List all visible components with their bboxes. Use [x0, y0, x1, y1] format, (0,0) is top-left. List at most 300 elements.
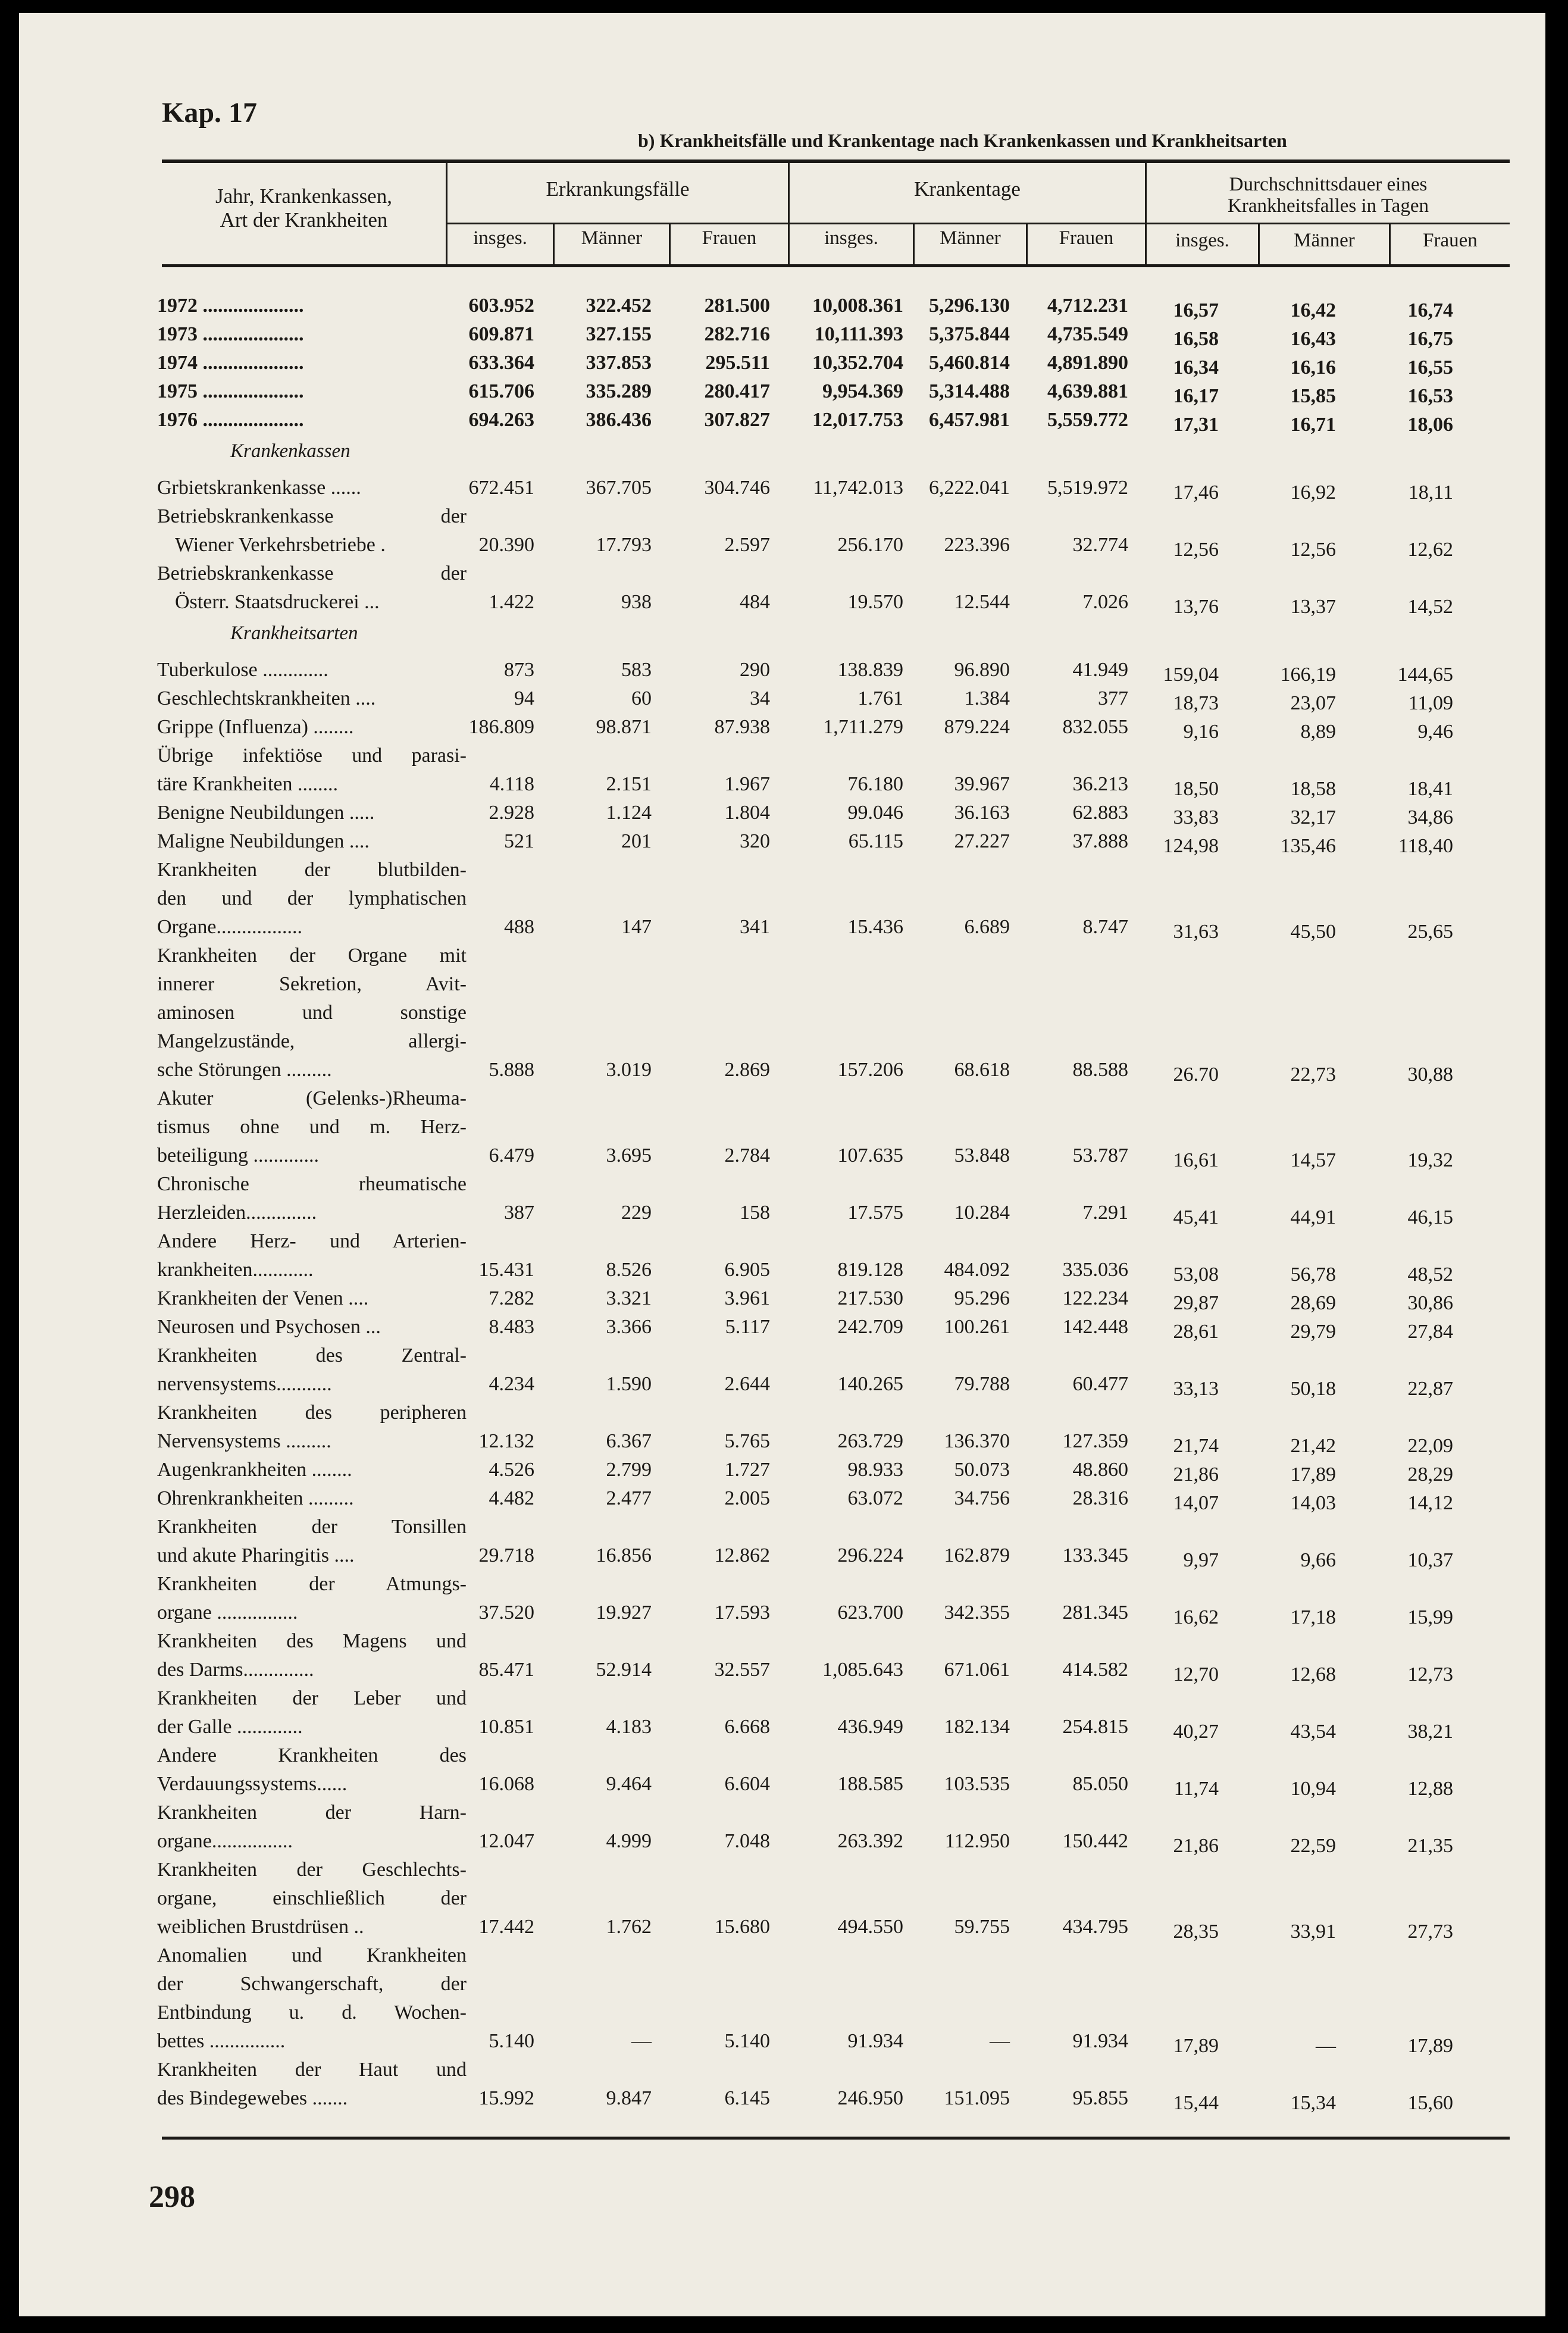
- row-label-line: Neurosen und Psychosen ...: [157, 1316, 381, 1338]
- cell-value: 144,65: [1397, 664, 1453, 686]
- cell-value: 11,742.013: [813, 477, 903, 499]
- cell-value: 10,352.704: [812, 352, 903, 374]
- cell-value: 18,41: [1407, 778, 1453, 800]
- cell-value: 15,85: [1290, 385, 1336, 407]
- cell-value: 1.727: [724, 1459, 770, 1481]
- cell-value: 10.851: [478, 1716, 534, 1738]
- cell-value: 5,375.844: [929, 323, 1010, 345]
- cell-value: 17,89: [1290, 1463, 1336, 1486]
- cell-value: 4.183: [606, 1716, 652, 1738]
- cell-value: 85.471: [478, 1659, 534, 1681]
- cell-value: 22,73: [1290, 1064, 1336, 1086]
- cell-value: 290: [740, 659, 770, 681]
- cell-value: 63.072: [847, 1487, 903, 1509]
- cell-value: 147: [621, 916, 652, 938]
- row-label-line: Betriebskrankenkasse der: [157, 562, 467, 584]
- row-label-line: Benigne Neubildungen .....: [157, 802, 375, 824]
- cell-value: 5.888: [489, 1059, 534, 1081]
- cell-value: 17.575: [847, 1202, 903, 1224]
- cell-value: 52.914: [596, 1659, 652, 1681]
- cell-value: 304.746: [704, 477, 770, 499]
- cell-value: 95.855: [1072, 2087, 1128, 2109]
- cell-value: 62.883: [1072, 802, 1128, 824]
- cell-value: 10,37: [1407, 1549, 1453, 1571]
- cell-value: 3.366: [606, 1316, 652, 1338]
- cell-value: 9,46: [1417, 721, 1453, 743]
- cell-value: 37.520: [478, 1602, 534, 1624]
- row-label-line: Nervensystems .........: [157, 1430, 331, 1452]
- cell-value: 21,35: [1407, 1835, 1453, 1857]
- cell-value: 136.370: [944, 1430, 1010, 1452]
- row-label-line: und akute Pharingitis ....: [157, 1544, 355, 1566]
- cell-value: 832.055: [1062, 716, 1128, 738]
- cell-value: 8.747: [1082, 916, 1128, 938]
- cell-value: 23,07: [1290, 692, 1336, 714]
- row-label-line: bettes ...............: [157, 2030, 286, 2052]
- cell-value: 873: [504, 659, 534, 681]
- cell-value: 29,87: [1173, 1292, 1219, 1314]
- cell-value: 7.282: [489, 1287, 534, 1309]
- row-label-line: sche Störungen .........: [157, 1059, 332, 1081]
- cell-value: 12,017.753: [812, 409, 903, 431]
- cell-value: 12,56: [1173, 539, 1219, 561]
- cell-value: 85.050: [1072, 1773, 1128, 1795]
- cell-value: 494.550: [837, 1916, 903, 1938]
- cell-value: —: [990, 2030, 1010, 2052]
- cell-value: 10.284: [954, 1202, 1010, 1224]
- cell-value: 1.422: [489, 591, 534, 613]
- row-label-line: innerer Sekretion, Avit-: [157, 973, 467, 995]
- cell-value: 7.026: [1082, 591, 1128, 613]
- cell-value: 1,085.643: [822, 1659, 903, 1681]
- row-label-line: Betriebskrankenkasse der: [157, 505, 467, 527]
- cell-value: 34: [750, 687, 770, 709]
- subheader-insges: insges.: [473, 227, 527, 249]
- table-top-rule: [162, 160, 1510, 163]
- cell-value: 30,86: [1407, 1292, 1453, 1314]
- cell-value: 16,55: [1407, 356, 1453, 379]
- cell-value: 322.452: [586, 295, 652, 317]
- cell-value: 335.289: [586, 380, 652, 402]
- cell-value: 12.544: [954, 591, 1010, 613]
- row-label-line: der Schwangerschaft, der: [157, 1973, 467, 1995]
- cell-value: 5,460.814: [929, 352, 1010, 374]
- cell-value: 9,66: [1300, 1549, 1336, 1571]
- cell-value: 95.296: [954, 1287, 1010, 1309]
- cell-value: 5.117: [725, 1316, 770, 1338]
- cell-value: 14,57: [1290, 1149, 1336, 1171]
- cell-value: 22,87: [1407, 1378, 1453, 1400]
- row-label-line: den und der lymphatischen: [157, 887, 467, 909]
- cell-value: 307.827: [704, 409, 770, 431]
- section-heading: Krankheitsarten: [230, 623, 358, 644]
- cell-value: 41.949: [1072, 659, 1128, 681]
- row-label-line: aminosen und sonstige: [157, 1002, 467, 1024]
- cell-value: 488: [504, 916, 534, 938]
- cell-value: 229: [621, 1202, 652, 1224]
- cell-value: 10,008.361: [812, 295, 903, 317]
- header-group-rule: [447, 223, 1510, 224]
- cell-value: 938: [621, 591, 652, 613]
- cell-value: 16,74: [1407, 299, 1453, 321]
- cell-value: 1.590: [606, 1373, 652, 1395]
- cell-value: 60: [631, 687, 652, 709]
- cell-value: 623.700: [837, 1602, 903, 1624]
- cell-value: 133.345: [1062, 1544, 1128, 1566]
- cell-value: 2.644: [724, 1373, 770, 1395]
- cell-value: 99.046: [847, 802, 903, 824]
- cell-value: 48.860: [1072, 1459, 1128, 1481]
- cell-value: 201: [621, 830, 652, 852]
- cell-value: 27,84: [1407, 1321, 1453, 1343]
- row-label-line: Chronische rheumatische: [157, 1173, 467, 1195]
- row-label-line: Krankheiten der Harn-: [157, 1802, 467, 1824]
- cell-value: 6.367: [606, 1430, 652, 1452]
- cell-value: 3.321: [606, 1287, 652, 1309]
- row-label-line: beteiligung .............: [157, 1144, 319, 1166]
- cell-value: 17,18: [1290, 1606, 1336, 1628]
- cell-value: 20.390: [478, 534, 534, 556]
- cell-value: 21,74: [1173, 1435, 1219, 1457]
- cell-value: 21,42: [1290, 1435, 1336, 1457]
- subheader-maenner: Männer: [1294, 230, 1355, 251]
- cell-value: 22,59: [1290, 1835, 1336, 1857]
- cell-value: 1.804: [724, 802, 770, 824]
- cell-value: 16,43: [1290, 328, 1336, 350]
- row-label-line: 1972 ....................: [157, 295, 304, 317]
- cell-value: 17,89: [1173, 2035, 1219, 2057]
- row-label-line: Andere Herz- und Arterien-: [157, 1230, 467, 1252]
- cell-value: 671.061: [944, 1659, 1010, 1681]
- row-label-line: Krankheiten des Zentral-: [157, 1344, 467, 1366]
- cell-value: 12,68: [1290, 1663, 1336, 1685]
- cell-value: 4.118: [489, 773, 534, 795]
- cell-value: 4.999: [606, 1830, 652, 1852]
- cell-value: 22,09: [1407, 1435, 1453, 1457]
- cell-value: 13,37: [1290, 596, 1336, 618]
- row-label-line: Anomalien und Krankheiten: [157, 1944, 467, 1966]
- cell-value: 633.364: [468, 352, 534, 374]
- cell-value: 6.145: [724, 2087, 770, 2109]
- cell-value: 9,97: [1183, 1549, 1219, 1571]
- cell-value: 16,75: [1407, 328, 1453, 350]
- row-label-line: Krankheiten der Geschlechts-: [157, 1859, 467, 1881]
- cell-value: 484.092: [944, 1259, 1010, 1281]
- cell-value: 12,62: [1407, 539, 1453, 561]
- cell-value: 48,52: [1407, 1264, 1453, 1286]
- cell-value: 32.774: [1072, 534, 1128, 556]
- row-label-line: krankheiten............: [157, 1259, 314, 1281]
- cell-value: 14,07: [1173, 1492, 1219, 1514]
- cell-value: 140.265: [837, 1373, 903, 1395]
- page-number: 298: [149, 2180, 195, 2214]
- cell-value: 159,04: [1163, 664, 1219, 686]
- cell-value: 33,83: [1173, 806, 1219, 828]
- cell-value: 19.570: [847, 591, 903, 613]
- cell-value: 59.755: [954, 1916, 1010, 1938]
- row-label-line: 1974 ....................: [157, 352, 304, 374]
- cell-value: 263.729: [837, 1430, 903, 1452]
- row-label-line: Augenkrankheiten ........: [157, 1459, 352, 1481]
- cell-value: 17,46: [1173, 481, 1219, 503]
- cell-value: 242.709: [837, 1316, 903, 1338]
- cell-value: 12.862: [714, 1544, 770, 1566]
- cell-value: 38,21: [1407, 1721, 1453, 1743]
- cell-value: 4.526: [489, 1459, 534, 1481]
- cell-value: 3.019: [606, 1059, 652, 1081]
- row-label-line: tismus ohne und m. Herz-: [157, 1116, 467, 1138]
- cell-value: 36.163: [954, 802, 1010, 824]
- cell-value: 254.815: [1062, 1716, 1128, 1738]
- cell-value: 16.068: [478, 1773, 534, 1795]
- cell-value: 94: [514, 687, 534, 709]
- cell-value: 17,89: [1407, 2035, 1453, 2057]
- group-header-durchschnittsdauer: Durchschnittsdauer eines Krankheitsfalles in Tagen: [1228, 174, 1429, 217]
- cell-value: 32.557: [714, 1659, 770, 1681]
- row-label-line: Maligne Neubildungen ....: [157, 830, 370, 852]
- cell-value: 16.856: [596, 1544, 652, 1566]
- cell-value: 29,79: [1290, 1321, 1336, 1343]
- cell-value: 609.871: [468, 323, 534, 345]
- cell-value: 819.128: [837, 1259, 903, 1281]
- cell-value: 40,27: [1173, 1721, 1219, 1743]
- cell-value: 14,52: [1407, 596, 1453, 618]
- cell-value: 2.869: [724, 1059, 770, 1081]
- cell-value: 256.170: [837, 534, 903, 556]
- row-label-line: nervensystems...........: [157, 1373, 332, 1395]
- cell-value: 367.705: [586, 477, 652, 499]
- cell-value: 246.950: [837, 2087, 903, 2109]
- cell-value: 96.890: [954, 659, 1010, 681]
- group-header-krankentage: Krankentage: [914, 177, 1021, 201]
- cell-value: 5.765: [724, 1430, 770, 1452]
- row-label-line: Krankheiten des Magens und: [157, 1630, 467, 1652]
- subheader-maenner: Männer: [940, 227, 1001, 249]
- cell-value: 18,73: [1173, 692, 1219, 714]
- cell-value: 1.762: [606, 1916, 652, 1938]
- cell-value: 28,29: [1407, 1463, 1453, 1486]
- cell-value: 27,73: [1407, 1921, 1453, 1943]
- cell-value: 28,61: [1173, 1321, 1219, 1343]
- row-label-line: Übrige infektiöse und parasi-: [157, 745, 467, 767]
- cell-value: 3.695: [606, 1144, 652, 1166]
- row-label-line: Grbietskrankenkasse ......: [157, 477, 361, 499]
- cell-value: 15,99: [1407, 1606, 1453, 1628]
- cell-value: 15.680: [714, 1916, 770, 1938]
- cell-value: 15,34: [1290, 2092, 1336, 2114]
- cell-value: 45,50: [1290, 921, 1336, 943]
- cell-value: 112.950: [944, 1830, 1010, 1852]
- cell-value: 26.70: [1173, 1064, 1219, 1086]
- cell-value: 8,89: [1300, 721, 1336, 743]
- cell-value: 1.967: [724, 773, 770, 795]
- cell-value: 1.384: [964, 687, 1010, 709]
- cell-value: 50,18: [1290, 1378, 1336, 1400]
- cell-value: 7.048: [724, 1830, 770, 1852]
- cell-value: 16,53: [1407, 385, 1453, 407]
- cell-value: 386.436: [586, 409, 652, 431]
- cell-value: 100.261: [944, 1316, 1010, 1338]
- cell-value: 12.047: [478, 1830, 534, 1852]
- cell-value: 583: [621, 659, 652, 681]
- cell-value: 150.442: [1062, 1830, 1128, 1852]
- cell-value: 46,15: [1407, 1206, 1453, 1228]
- cell-value: 65.115: [848, 830, 903, 852]
- cell-value: 6.905: [724, 1259, 770, 1281]
- cell-value: 280.417: [704, 380, 770, 402]
- cell-value: 53,08: [1173, 1264, 1219, 1286]
- cell-value: 43,54: [1290, 1721, 1336, 1743]
- cell-value: 151.095: [944, 2087, 1010, 2109]
- cell-value: 4,735.549: [1047, 323, 1128, 345]
- cell-value: 18,50: [1173, 778, 1219, 800]
- cell-value: 188.585: [837, 1773, 903, 1795]
- cell-value: 14,12: [1407, 1492, 1453, 1514]
- header-bottom-rule: [162, 264, 1510, 267]
- cell-value: 157.206: [837, 1059, 903, 1081]
- row-label-line: Akuter (Gelenks-)Rheuma-: [157, 1087, 467, 1109]
- cell-value: 281.500: [704, 295, 770, 317]
- cell-value: 6.689: [964, 916, 1010, 938]
- cell-value: 377: [1098, 687, 1128, 709]
- cell-value: 32,17: [1290, 806, 1336, 828]
- row-label-line: Tuberkulose .............: [157, 659, 328, 681]
- cell-value: 6,457.981: [929, 409, 1010, 431]
- cell-value: 13,76: [1173, 596, 1219, 618]
- cell-value: 45,41: [1173, 1206, 1219, 1228]
- cell-value: 414.582: [1062, 1659, 1128, 1681]
- row-label-line: Mangelzustände, allergi-: [157, 1030, 467, 1052]
- cell-value: 88.588: [1072, 1059, 1128, 1081]
- cell-value: —: [631, 2030, 652, 2052]
- section-heading: Krankenkassen: [230, 440, 350, 462]
- cell-value: 16,34: [1173, 356, 1219, 379]
- cell-value: 342.355: [944, 1602, 1010, 1624]
- table-subtitle: b) Krankheitsfälle und Krankentage nach Krankenkassen und Krankheitsarten: [638, 130, 1287, 151]
- cell-value: 5,314.488: [929, 380, 1010, 402]
- cell-value: 19,32: [1407, 1149, 1453, 1171]
- cell-value: 135,46: [1280, 835, 1336, 857]
- cell-value: 91.934: [1072, 2030, 1128, 2052]
- cell-value: 17,31: [1173, 414, 1219, 436]
- cell-value: 127.359: [1062, 1430, 1128, 1452]
- row-label-line: Krankheiten der Venen ....: [157, 1287, 369, 1309]
- row-label-line: des Bindegewebes .......: [157, 2087, 348, 2109]
- cell-value: 186.809: [468, 716, 534, 738]
- row-label-line: 1975 ....................: [157, 380, 304, 402]
- cell-value: 16,71: [1290, 414, 1336, 436]
- row-label-line: Krankheiten der Haut und: [157, 2059, 467, 2081]
- cell-value: 217.530: [837, 1287, 903, 1309]
- row-label-line: organe ................: [157, 1602, 298, 1624]
- subheader-maenner: Männer: [581, 227, 643, 249]
- cell-value: 39.967: [954, 773, 1010, 795]
- cell-value: 21,86: [1173, 1463, 1219, 1486]
- cell-value: 484: [740, 591, 770, 613]
- cell-value: 15.436: [847, 916, 903, 938]
- cell-value: 436.949: [837, 1716, 903, 1738]
- row-label-line: Herzleiden..............: [157, 1202, 317, 1224]
- cell-value: 879.224: [944, 716, 1010, 738]
- group-header-erkrankungsfaelle: Erkrankungsfälle: [546, 177, 690, 201]
- cell-value: 33,91: [1290, 1921, 1336, 1943]
- cell-value: 9,16: [1183, 721, 1219, 743]
- cell-value: 295.511: [705, 352, 770, 374]
- cell-value: 87.938: [714, 716, 770, 738]
- cell-value: 53.787: [1072, 1144, 1128, 1166]
- subheader-frauen: Frauen: [1423, 230, 1478, 251]
- cell-value: 296.224: [837, 1544, 903, 1566]
- cell-value: 5,519.972: [1047, 477, 1128, 499]
- cell-value: —: [1316, 2035, 1336, 2057]
- cell-value: 434.795: [1062, 1916, 1128, 1938]
- cell-value: 4.234: [489, 1373, 534, 1395]
- cell-value: 4,712.231: [1047, 295, 1128, 317]
- cell-value: 281.345: [1062, 1602, 1128, 1624]
- cell-value: 98.933: [847, 1459, 903, 1481]
- cell-value: 98.871: [596, 716, 652, 738]
- row-label-line: weiblichen Brustdrüsen ..: [157, 1916, 364, 1938]
- cell-value: 12,73: [1407, 1663, 1453, 1685]
- cell-value: 19.927: [596, 1602, 652, 1624]
- cell-value: 8.526: [606, 1259, 652, 1281]
- cell-value: 6.479: [489, 1144, 534, 1166]
- cell-value: 28,69: [1290, 1292, 1336, 1314]
- subheader-insges: insges.: [824, 227, 878, 249]
- row-label-line: organe, einschließlich der: [157, 1887, 467, 1909]
- cell-value: 1.124: [606, 802, 652, 824]
- cell-value: 16,62: [1173, 1606, 1219, 1628]
- cell-value: 21,86: [1173, 1835, 1219, 1857]
- cell-value: 16,61: [1173, 1149, 1219, 1171]
- cell-value: 5,296.130: [929, 295, 1010, 317]
- row-label-line: 1976 ....................: [157, 409, 304, 431]
- cell-value: 158: [740, 1202, 770, 1224]
- cell-value: 53.848: [954, 1144, 1010, 1166]
- cell-value: 2.477: [606, 1487, 652, 1509]
- cell-value: 142.448: [1062, 1316, 1128, 1338]
- cell-value: 25,65: [1407, 921, 1453, 943]
- cell-value: 28,35: [1173, 1921, 1219, 1943]
- cell-value: 15.431: [478, 1259, 534, 1281]
- cell-value: 60.477: [1072, 1373, 1128, 1395]
- row-label-line: Krankheiten der Tonsillen: [157, 1516, 467, 1538]
- row-label-line: Krankheiten der blutbilden-: [157, 859, 467, 881]
- cell-value: 8.483: [489, 1316, 534, 1338]
- cell-value: 521: [504, 830, 534, 852]
- cell-value: 15,44: [1173, 2092, 1219, 2114]
- chapter-heading: Kap. 17: [162, 97, 258, 129]
- row-label-line: Geschlechtskrankheiten ....: [157, 687, 376, 709]
- cell-value: 2.151: [606, 773, 652, 795]
- subheader-frauen: Frauen: [702, 227, 757, 249]
- table-bottom-rule: [162, 2137, 1510, 2140]
- cell-value: 327.155: [586, 323, 652, 345]
- cell-value: 263.392: [837, 1830, 903, 1852]
- cell-value: 122.234: [1062, 1287, 1128, 1309]
- cell-value: 387: [504, 1202, 534, 1224]
- cell-value: 16,57: [1173, 299, 1219, 321]
- cell-value: 182.134: [944, 1716, 1010, 1738]
- cell-value: 5.140: [724, 2030, 770, 2052]
- subheader-insges: insges.: [1175, 230, 1229, 251]
- cell-value: 17.793: [596, 534, 652, 556]
- row-label-line: Krankheiten der Atmungs-: [157, 1573, 467, 1595]
- subheader-frauen: Frauen: [1059, 227, 1114, 249]
- row-label-line: täre Krankheiten ........: [157, 773, 338, 795]
- row-label-line: Krankheiten der Leber und: [157, 1687, 467, 1709]
- cell-value: 17.442: [478, 1916, 534, 1938]
